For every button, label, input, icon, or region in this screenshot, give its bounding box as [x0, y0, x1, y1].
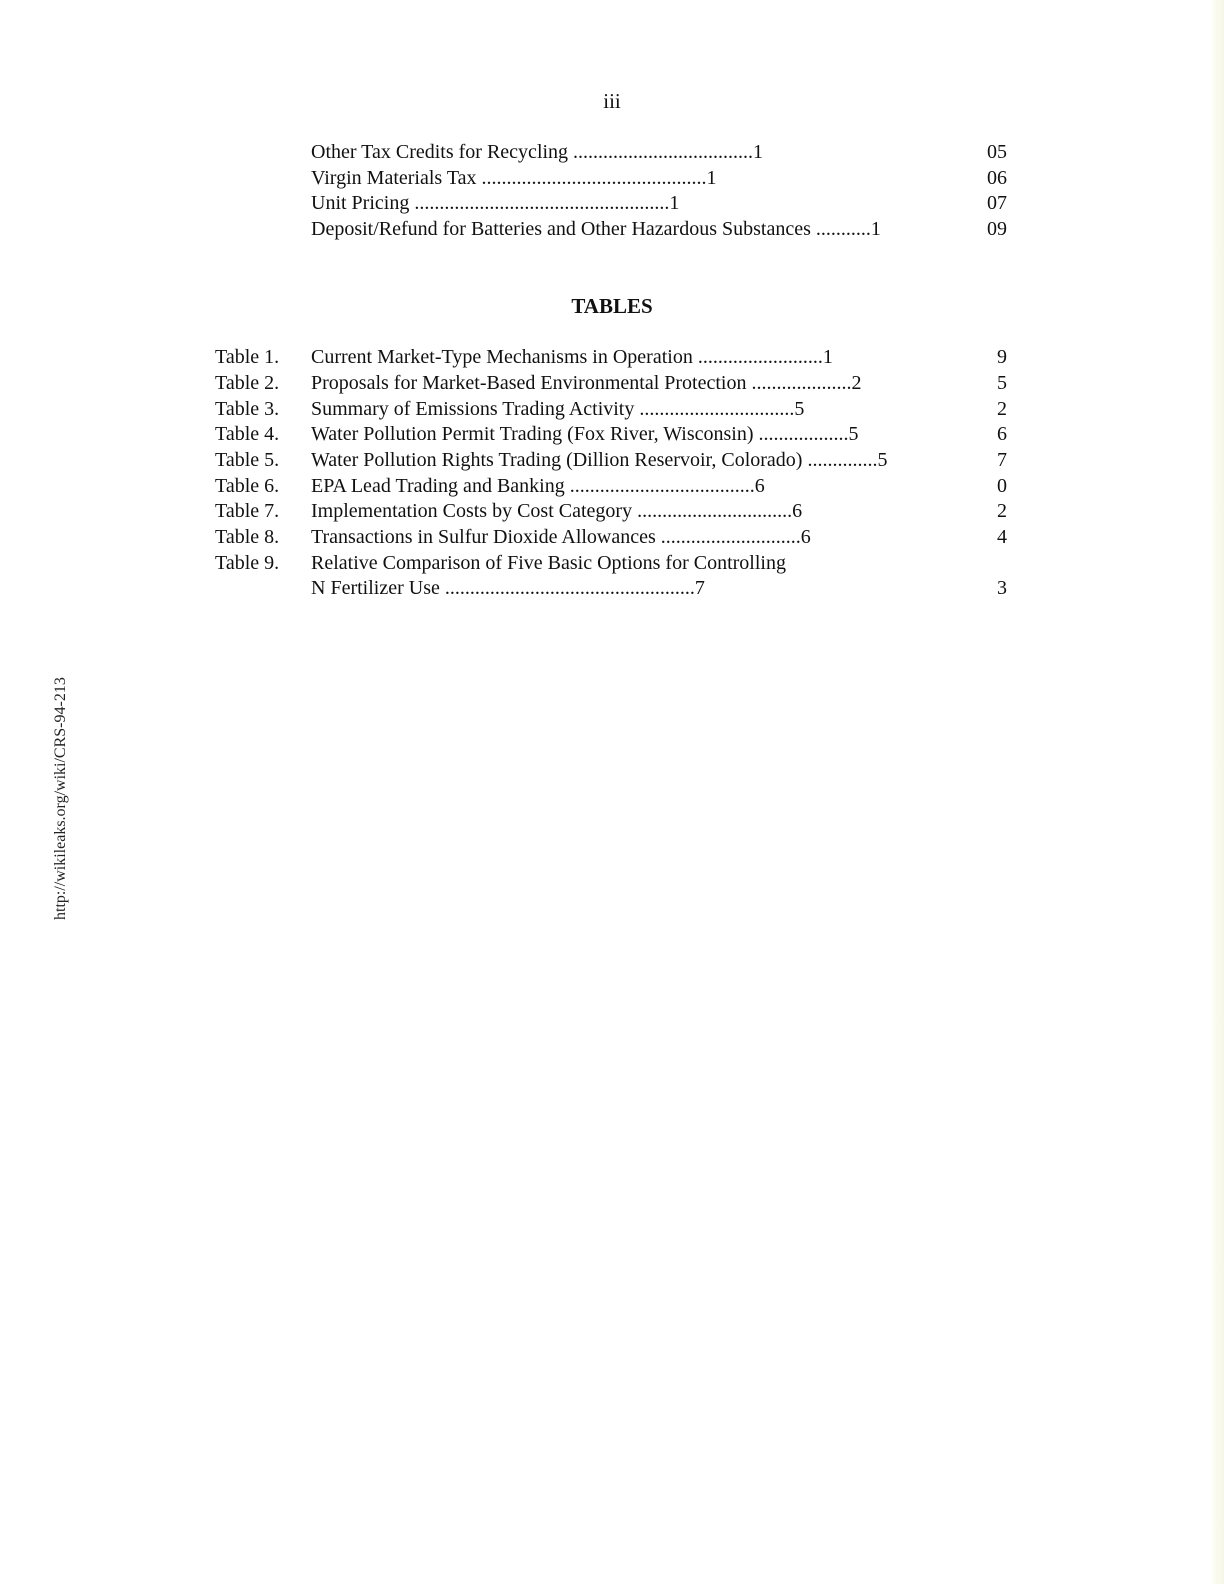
table-label: Table 4. [215, 423, 280, 445]
table-title: Proposals for Market-Based Environmental Protection ....................2 [311, 372, 862, 394]
toc-entry-page: 06 [987, 167, 1007, 189]
toc-entry-title: Virgin Materials Tax .............................................1 [311, 167, 717, 189]
toc-entry-page: 09 [987, 218, 1007, 240]
table-label: Table 9. [215, 552, 280, 574]
table-label: Table 2. [215, 372, 280, 394]
table-label: Table 6. [215, 475, 280, 497]
table-title: EPA Lead Trading and Banking .....................................6 [311, 475, 765, 497]
toc-entry-title: Deposit/Refund for Batteries and Other Hazardous Substances ...........1 [311, 218, 881, 240]
table-title: Current Market-Type Mechanisms in Operation .........................1 [311, 346, 833, 368]
table-label: Table 3. [215, 398, 280, 420]
table-title: Transactions in Sulfur Dioxide Allowances ............................6 [311, 526, 811, 548]
table-page: 4 [997, 526, 1007, 548]
side-url-watermark: http://wikileaks.org/wiki/CRS-94-213 [52, 677, 69, 920]
table-title: Summary of Emissions Trading Activity ...............................5 [311, 398, 805, 420]
table-page: 2 [997, 398, 1007, 420]
table-page: 3 [997, 577, 1007, 599]
table-page: 2 [997, 500, 1007, 522]
toc-entry-title: Other Tax Credits for Recycling ....................................1 [311, 141, 764, 163]
table-page: 7 [997, 449, 1007, 471]
tables-heading: TABLES [571, 294, 653, 318]
table-title: Implementation Costs by Cost Category ...............................6 [311, 500, 803, 522]
toc-entry-page: 07 [987, 192, 1007, 214]
table-page: 5 [997, 372, 1007, 394]
table-page: 9 [997, 346, 1007, 368]
table-page: 6 [997, 423, 1007, 445]
table-page: 0 [997, 475, 1007, 497]
page-number: iii [603, 89, 621, 113]
table-label: Table 7. [215, 500, 280, 522]
table-title: Water Pollution Permit Trading (Fox River, Wisconsin) ..................5 [311, 423, 859, 445]
table-title-continuation: N Fertilizer Use ..................................................7 [311, 577, 705, 599]
table-title: Relative Comparison of Five Basic Options for Controlling [311, 552, 786, 574]
table-label: Table 1. [215, 346, 280, 368]
page-edge-shadow [1210, 0, 1224, 1584]
table-label: Table 8. [215, 526, 280, 548]
toc-entry-title: Unit Pricing ...................................................1 [311, 192, 680, 214]
toc-entry-page: 05 [987, 141, 1007, 163]
table-title: Water Pollution Rights Trading (Dillion Reservoir, Colorado) ..............5 [311, 449, 888, 471]
table-label: Table 5. [215, 449, 280, 471]
